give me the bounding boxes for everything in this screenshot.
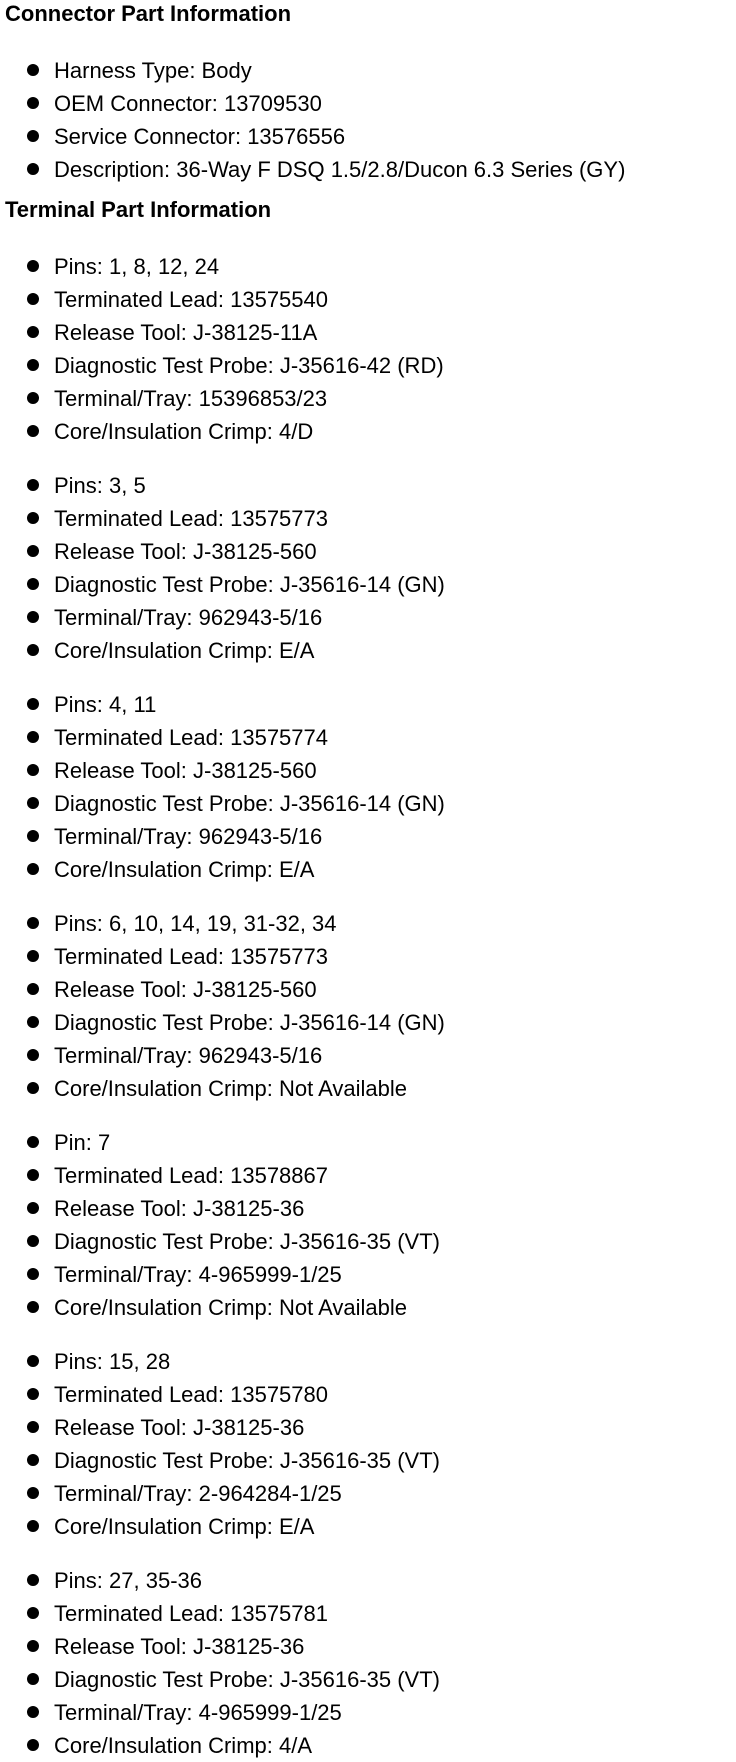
connector-list-item <box>0 153 736 186</box>
terminal-list-item <box>0 1696 736 1729</box>
list-item-text: Pin: 7 <box>54 1130 111 1155</box>
list-item-text: Terminated Lead: 13575774 <box>54 725 328 750</box>
bullet-icon <box>27 1673 39 1685</box>
list-item-text: Diagnostic Test Probe: J-35616-14 (GN) <box>54 572 445 597</box>
bullet-icon <box>27 479 39 491</box>
list-item-text: Core/Insulation Crimp: E/A <box>54 638 315 663</box>
terminal-list-item <box>0 1192 736 1225</box>
terminal-list-item <box>0 1039 736 1072</box>
terminal-list-item <box>0 754 736 787</box>
terminal-section-title: Terminal Part Information <box>5 197 272 222</box>
list-item-text: Release Tool: J-38125-36 <box>54 1415 305 1440</box>
terminal-list-item <box>0 1597 736 1630</box>
bullet-icon <box>27 983 39 995</box>
terminal-list-item <box>0 721 736 754</box>
bullet-icon <box>27 260 39 272</box>
bullet-icon <box>27 1739 39 1751</box>
terminal-list-item <box>0 1444 736 1477</box>
bullet-icon <box>27 1487 39 1499</box>
terminal-list-item <box>0 469 736 502</box>
terminal-list-item <box>0 940 736 973</box>
terminal-list-item <box>0 250 736 283</box>
list-item-text: Terminal/Tray: 4-965999-1/25 <box>54 1700 342 1725</box>
list-item-text: Core/Insulation Crimp: Not Available <box>54 1076 407 1101</box>
terminal-list-item <box>0 1006 736 1039</box>
terminal-list-item <box>0 1225 736 1258</box>
bullet-icon <box>27 731 39 743</box>
bullet-icon <box>27 1640 39 1652</box>
list-item-text: Harness Type: Body <box>54 58 252 83</box>
list-item-text: Diagnostic Test Probe: J-35616-35 (VT) <box>54 1229 440 1254</box>
list-item-text: Terminal/Tray: 962943-5/16 <box>54 1043 323 1068</box>
list-item-text: Core/Insulation Crimp: 4/A <box>54 1733 312 1758</box>
bullet-icon <box>27 1049 39 1061</box>
terminal-list-item <box>0 601 736 634</box>
terminal-list-item <box>0 1510 736 1543</box>
bullet-icon <box>27 512 39 524</box>
terminal-list-item <box>0 535 736 568</box>
terminal-list-item <box>0 1729 736 1762</box>
bullet-icon <box>27 326 39 338</box>
connector-list-item <box>0 54 736 87</box>
terminal-list-item <box>0 1258 736 1291</box>
terminal-list-item <box>0 907 736 940</box>
bullet-icon <box>27 359 39 371</box>
bullet-icon <box>27 1268 39 1280</box>
bullet-icon <box>27 64 39 76</box>
list-item-text: Terminated Lead: 13578867 <box>54 1163 328 1188</box>
bullet-icon <box>27 163 39 175</box>
terminal-list-item <box>0 820 736 853</box>
bullet-icon <box>27 830 39 842</box>
bullet-icon <box>27 578 39 590</box>
list-item-text: OEM Connector: 13709530 <box>54 91 322 116</box>
list-item-text: Pins: 15, 28 <box>54 1349 171 1374</box>
bullet-icon <box>27 1607 39 1619</box>
list-item-text: Pins: 1, 8, 12, 24 <box>54 254 220 279</box>
bullet-icon <box>27 1454 39 1466</box>
bullet-icon <box>27 1421 39 1433</box>
terminal-list-item <box>0 415 736 448</box>
list-item-text: Terminal/Tray: 2-964284-1/25 <box>54 1481 342 1506</box>
list-item-text: Release Tool: J-38125-560 <box>54 977 317 1002</box>
list-item-text: Diagnostic Test Probe: J-35616-42 (RD) <box>54 353 444 378</box>
bullet-icon <box>27 130 39 142</box>
terminal-list-item <box>0 853 736 886</box>
list-item-text: Diagnostic Test Probe: J-35616-14 (GN) <box>54 791 445 816</box>
list-item-text: Core/Insulation Crimp: E/A <box>54 857 315 882</box>
bullet-icon <box>27 1235 39 1247</box>
bullet-icon <box>27 950 39 962</box>
bullet-icon <box>27 97 39 109</box>
list-item-text: Core/Insulation Crimp: E/A <box>54 1514 315 1539</box>
terminal-list-item <box>0 382 736 415</box>
bullet-icon <box>27 1169 39 1181</box>
bullet-icon <box>27 644 39 656</box>
terminal-list-item <box>0 1378 736 1411</box>
list-item-text: Release Tool: J-38125-560 <box>54 758 317 783</box>
terminal-list-item <box>0 1630 736 1663</box>
bullet-icon <box>27 293 39 305</box>
connector-list-item <box>0 87 736 120</box>
terminal-list-item <box>0 1477 736 1510</box>
bullet-icon <box>27 698 39 710</box>
bullet-icon <box>27 1082 39 1094</box>
list-item-text: Core/Insulation Crimp: 4/D <box>54 419 314 444</box>
bullet-icon <box>27 1520 39 1532</box>
list-item-text: Core/Insulation Crimp: Not Available <box>54 1295 407 1320</box>
list-item-text: Pins: 3, 5 <box>54 473 146 498</box>
list-item-text: Terminated Lead: 13575773 <box>54 506 328 531</box>
connector-list-item <box>0 120 736 153</box>
bullet-icon <box>27 545 39 557</box>
terminal-list-item <box>0 1345 736 1378</box>
list-item-text: Release Tool: J-38125-11A <box>54 320 318 345</box>
bullet-icon <box>27 1202 39 1214</box>
bullet-icon <box>27 917 39 929</box>
bullet-icon <box>27 611 39 623</box>
bullet-icon <box>27 797 39 809</box>
list-item-text: Pins: 4, 11 <box>54 692 157 717</box>
bullet-icon <box>27 425 39 437</box>
list-item-text: Diagnostic Test Probe: J-35616-35 (VT) <box>54 1448 440 1473</box>
bullet-icon <box>27 392 39 404</box>
list-item-text: Terminal/Tray: 15396853/23 <box>54 386 328 411</box>
terminal-list-item <box>0 316 736 349</box>
list-item-text: Diagnostic Test Probe: J-35616-35 (VT) <box>54 1667 440 1692</box>
list-item-text: Pins: 6, 10, 14, 19, 31-32, 34 <box>54 911 337 936</box>
connector-section-title: Connector Part Information <box>5 1 292 26</box>
terminal-list-item <box>0 283 736 316</box>
bullet-icon <box>27 1016 39 1028</box>
list-item-text: Terminated Lead: 13575540 <box>54 287 328 312</box>
list-item-text: Terminated Lead: 13575773 <box>54 944 328 969</box>
list-item-text: Release Tool: J-38125-560 <box>54 539 317 564</box>
list-item-text: Release Tool: J-38125-36 <box>54 1196 305 1221</box>
bullet-icon <box>27 1136 39 1148</box>
terminal-list-item <box>0 973 736 1006</box>
terminal-list-item <box>0 1159 736 1192</box>
list-item-text: Terminated Lead: 13575780 <box>54 1382 328 1407</box>
terminal-list-item <box>0 787 736 820</box>
terminal-list-item <box>0 502 736 535</box>
list-item-text: Description: 36-Way F DSQ 1.5/2.8/Ducon 6.3 Series (GY) <box>54 157 626 182</box>
bullet-icon <box>27 764 39 776</box>
list-item-text: Diagnostic Test Probe: J-35616-14 (GN) <box>54 1010 445 1035</box>
bullet-icon <box>27 1706 39 1718</box>
terminal-list-item <box>0 1126 736 1159</box>
bullet-icon <box>27 1301 39 1313</box>
terminal-list-item <box>0 568 736 601</box>
terminal-list-item <box>0 1291 736 1324</box>
bullet-icon <box>27 1355 39 1367</box>
terminal-list-item <box>0 1411 736 1444</box>
list-item-text: Release Tool: J-38125-36 <box>54 1634 305 1659</box>
terminal-list-item <box>0 1663 736 1696</box>
terminal-list-item <box>0 1564 736 1597</box>
list-item-text: Terminal/Tray: 962943-5/16 <box>54 824 323 849</box>
list-item-text: Terminal/Tray: 962943-5/16 <box>54 605 323 630</box>
bullet-icon <box>27 1574 39 1586</box>
list-item-text: Service Connector: 13576556 <box>54 124 346 149</box>
terminal-list-item <box>0 349 736 382</box>
terminal-list-item <box>0 634 736 667</box>
terminal-list-item <box>0 1072 736 1105</box>
bullet-icon <box>27 863 39 875</box>
list-item-text: Terminated Lead: 13575781 <box>54 1601 328 1626</box>
bullet-icon <box>27 1388 39 1400</box>
terminal-list-item <box>0 688 736 721</box>
list-item-text: Terminal/Tray: 4-965999-1/25 <box>54 1262 342 1287</box>
list-item-text: Pins: 27, 35-36 <box>54 1568 202 1593</box>
